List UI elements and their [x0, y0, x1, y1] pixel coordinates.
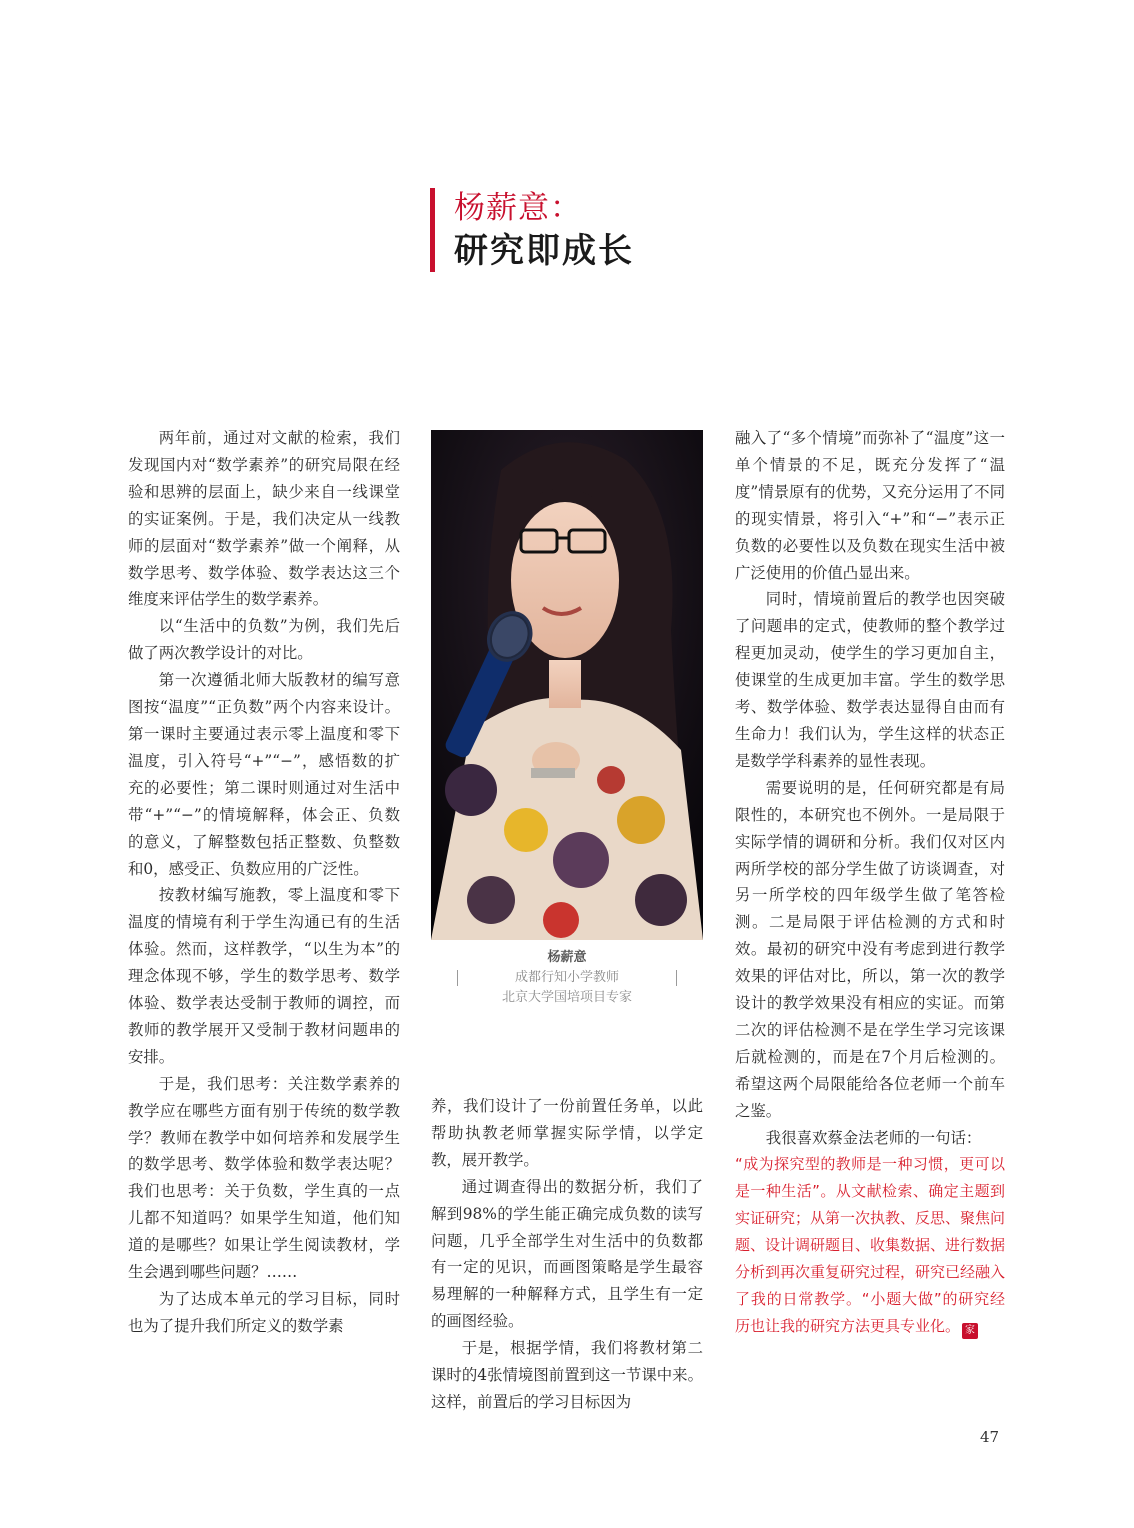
- caption-line-1: 成都行知小学教师: [514, 970, 619, 985]
- text-column-3: [735, 425, 1005, 1340]
- caption-separator: [676, 970, 677, 986]
- photo-caption: [431, 948, 703, 1008]
- paragraph: 融入了“多个情境”而弥补了“温度”这一单个情景的不足，既充分发挥了“温度”情景原有的优势，又充分运用了不同的现实情景，将引入“+”和“−”表示正负数的必要性以及负数在现实生活中被广泛使用的价值凸显出来。: [735, 429, 1005, 582]
- paragraph: 以“生活中的负数”为例，我们先后做了两次教学设计的对比。: [128, 617, 400, 663]
- paragraph: 为了达成本单元的学习目标，同时也为了提升我们所定义的数学素: [128, 1290, 400, 1335]
- caption-name: 杨薪意: [547, 950, 587, 965]
- paragraph: 两年前，通过对文献的检索，我们发现国内对“数学素养”的研究局限在经验和思辨的层面上，缺少来自一线课堂的实证案例。于是，我们决定从一线教师的层面对“数学素养”做一个阐释，从数学思考、数学体验、数学表达这三个维度来评估学生的数学素养。: [128, 429, 400, 609]
- paragraph: 于是，我们思考：关注数学素养的教学应在哪些方面有别于传统的数学教学？教师在教学中如何培养和发展学生的数学思考、数学体验和数学表达呢？我们也思考：关于负数，学生真的一点儿都不知道吗？如果学生知道，他们知道的是哪些？如果让学生阅读教材，学生会遇到哪些问题？……: [128, 1074, 400, 1282]
- paragraph: 需要说明的是，任何研究都是有局限性的，本研究也不例外。一是局限于实际学情的调研和分析。我们仅对区内两所学校的部分学生做了访谈调查，对另一所学校的四年级学生做了笔答检测。二是局限于评估检测的方式和时效。最初的研究中没有考虑到进行教学效果的评估对比，所以，第一次的教学设计的教学效果没有相应的实证。而第二次的评估检测不是在学生学习完该课后就检测的，而是在7个月后检测的。希望这两个局限能给各位老师一个前车之鉴。: [735, 778, 1005, 1120]
- caption-separator: [457, 970, 458, 986]
- end-mark-icon: 家: [962, 1323, 978, 1339]
- title-author-name: 杨薪意：: [454, 190, 582, 226]
- title-headline: 研究即成长: [454, 231, 634, 271]
- quote-text: “成为探究型的教师是一种习惯，更可以是一种生活”。从文献检索、确定主题到实证研究；从第一次执教、反思、聚焦问题、设计调研题目、收集数据、进行数据分析到再次重复研究过程，研究已经融入了我的日常教学。“小题大做”的研究经历也让我的研究方法更具专业化。: [735, 1155, 1006, 1335]
- text-column-1: [128, 425, 400, 1340]
- text-column-2: [431, 1093, 703, 1416]
- paragraph: 按教材编写施教，零上温度和零下温度的情境有利于学生沟通已有的生活体验。然而，这样教学，“以生为本”的理念体现不够，学生的数学思考、数学体验、数学表达受制于教师的调控，而教师的教学展开又受制于教材问题串的安排。: [128, 886, 400, 1066]
- author-photo: [431, 430, 703, 940]
- paragraph: 通过调查得出的数据分析，我们了解到98%的学生能正确完成负数的读写问题，几乎全部学生对生活中的负数都有一定的见识，而画图策略是学生最容易理解的一种解释方式，且学生有一定的画图经验。: [431, 1177, 703, 1331]
- paragraph: 于是，根据学情，我们将教材第二课时的4张情境图前置到这一节课中来。这样，前置后的学习目标因为: [431, 1339, 703, 1411]
- paragraph: 第一次遵循北师大版教材的编写意图按“温度”“正负数”两个内容来设计。第一课时主要通过表示零上温度和零下温度，引入符号“+”“−”，感悟数的扩充的必要性；第二课时则通过对生活中带“+”“−”的情境解释，体会正、负数的意义，了解整数包括正整数、负整数和0，感受正、负数应用的广泛性。: [128, 671, 400, 878]
- caption-line-2: 北京大学国培项目专家: [501, 990, 632, 1005]
- paragraph: 我很喜欢蔡金法老师的一句话：: [765, 1128, 982, 1147]
- paragraph: 同时，情境前置后的教学也因突破了问题串的定式，使教师的整个教学过程更加灵动，使学生的学习更加自主，使课堂的生成更加丰富。学生的数学思考、数学体验、数学表达显得自由而有生命力！我们认为，学生这样的状态正是数学学科素养的显性表现。: [735, 590, 1005, 770]
- highlighted-quote: [735, 1151, 1005, 1339]
- page-number: 47: [980, 1428, 1000, 1446]
- title-accent-bar: [430, 188, 435, 272]
- paragraph: 养，我们设计了一份前置任务单，以此帮助执教老师掌握实际学情，以学定教，展开教学。: [431, 1097, 703, 1169]
